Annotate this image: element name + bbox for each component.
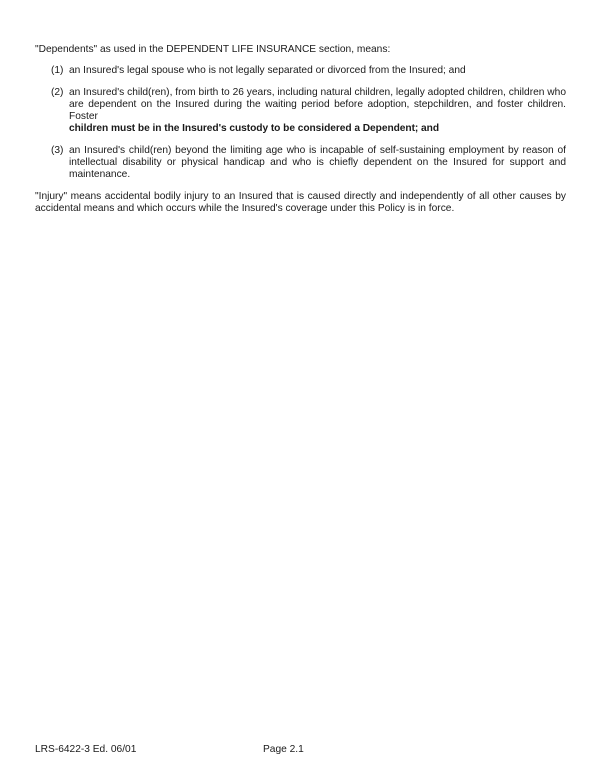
list-item-3 — [35, 145, 566, 182]
list-item-1 — [35, 65, 566, 77]
list-item-text-emphasis: children must be in the Insured's custody to be considered a Dependent; and — [69, 123, 440, 135]
list-item-number: (1) — [51, 65, 64, 77]
list-item-number: (2) — [51, 86, 64, 98]
list-item-number: (3) — [51, 144, 64, 156]
form-number: LRS-6422-3 Ed. 06/01 — [35, 744, 137, 755]
document-body — [35, 44, 566, 215]
page-number: Page 2.1 — [263, 744, 304, 755]
list-item-text: an Insured's child(ren) beyond the limiting age who is incapable of self-sustaining employment by reason of intellectual disability or physical handicap and who is chiefly dependent on the Insured for support and maintenance. — [69, 144, 566, 181]
dependents-intro: "Dependents" as used in the DEPENDENT LIFE INSURANCE section, means: — [35, 44, 391, 55]
list-item-text-main: an Insured's child(ren), from birth to 26 years, including natural children, legally adopted children, children who are dependent on the Insured during the waiting period before adoption, stepchildren, and foster children. Foster — [69, 86, 566, 123]
injury-definition: "Injury" means accidental bodily injury to an Insured that is caused directly and independently of all other causes by accidental means and which occurs while the Insured's coverage under this Policy is in force. — [35, 190, 566, 214]
list-item-2 — [35, 87, 566, 136]
page-footer — [35, 744, 435, 758]
list-item-text: an Insured's legal spouse who is not legally separated or divorced from the Insured; and — [69, 65, 466, 77]
list-item-text — [69, 87, 566, 136]
